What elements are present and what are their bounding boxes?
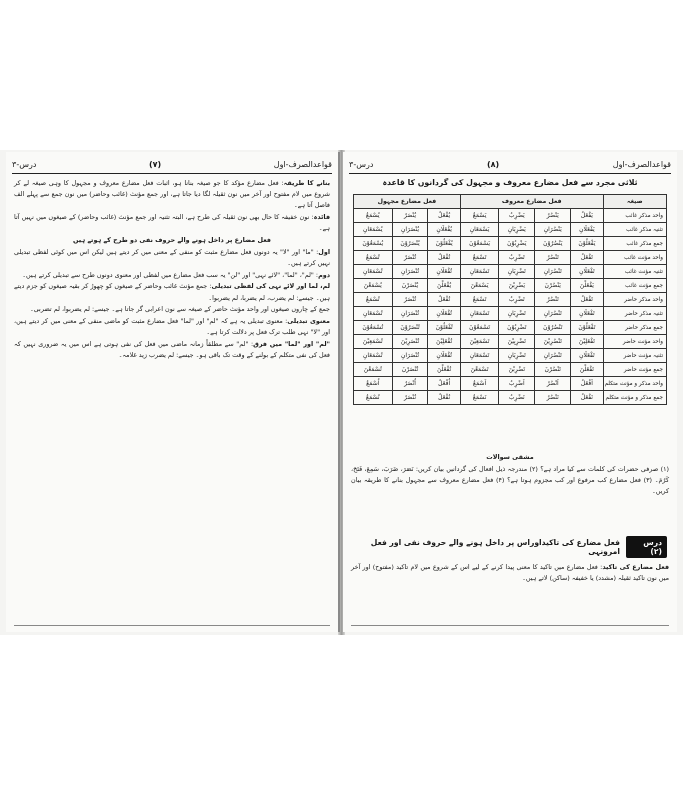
table-row bbox=[354, 279, 667, 293]
table-cell: تَسْمَعَانِ bbox=[460, 307, 498, 321]
paragraph-text: جمع مؤنث غائب وحاضر کے صیغوں کو چھوڑ کر بقیہ صیغوں کو جزم دیتے ہیں۔ جیسے: لم یضرب، لم یضربا، لم یضربوا۔ bbox=[14, 282, 330, 302]
table-cell: تُسْمَعُ bbox=[354, 293, 393, 307]
sigha-cell: واحد مذکر حاضر bbox=[603, 293, 666, 307]
table-cell: تَفْعَلِیْنَ bbox=[571, 335, 603, 349]
paragraph-text: "ما" اور "لا" یہ دونوں فعل مضارع مثبت کو منفی کے معنی میں کر دیتے ہیں لیکن اس میں کوئی لفظی تبدیلی نہیں کرتے ہیں۔ bbox=[14, 247, 330, 267]
table-cell: تَنْصُرْنَ bbox=[535, 363, 571, 377]
table-cell: یَفْعَلُوْنَ bbox=[571, 237, 603, 251]
page-number: (۷) bbox=[148, 160, 162, 169]
table-cell: یَسْمَعُ bbox=[460, 209, 498, 223]
table-cell: تُسْمَعِیْنَ bbox=[354, 335, 393, 349]
exercise-block bbox=[351, 452, 669, 498]
table-cell: یَفْعَلَانِ bbox=[571, 223, 603, 237]
paragraph: فائدہ: نون خفیفہ کا حال بھی نون ثقیلہ کی طرح ہے، البتہ تثنیہ اور جمع مؤنث (غائب وحاضر) کے صیغوں میں نہیں آتا ہے۔ bbox=[14, 213, 330, 233]
table-cell: تَسْمَعُوْنَ bbox=[460, 321, 498, 335]
table-cell: تُسْمَعُوْنَ bbox=[354, 321, 393, 335]
table-cell: یُنْصَرَانِ bbox=[392, 223, 428, 237]
table-row bbox=[354, 391, 667, 405]
paragraph-text: "لم"، "لما"، "لائے نہی" اور "لن" یہ سب فعل مضارع میں لفظی اور معنوی دونوں طرح سے تبدیلی کرتے ہیں۔ bbox=[22, 270, 314, 279]
table-row bbox=[354, 307, 667, 321]
table-cell: تَفْعَلُوْنَ bbox=[571, 321, 603, 335]
table-cell: یُسْمَعْنَ bbox=[354, 279, 393, 293]
book-title: قواعدالصرف-اول bbox=[612, 160, 671, 169]
table-cell: اُسْمَعُ bbox=[354, 377, 393, 391]
table-cell: تَنْصُرُوْنَ bbox=[535, 321, 571, 335]
sigha-cell: جمع مذکر غائب bbox=[603, 237, 666, 251]
table-cell: یُسْمَعَانِ bbox=[354, 223, 393, 237]
conjugation-table bbox=[353, 194, 667, 405]
right-page bbox=[343, 152, 677, 632]
table-cell: تَضْرِبُوْنَ bbox=[499, 321, 535, 335]
table-cell: تَنْصُرَانِ bbox=[535, 307, 571, 321]
table-cell: نَفْعَلُ bbox=[571, 391, 603, 405]
paragraph bbox=[14, 235, 330, 246]
table-cell: یُنْصَرْنَ bbox=[392, 279, 428, 293]
book-title: قواعدالصرف-اول bbox=[273, 160, 332, 169]
table-cell: یُفْعَلُ bbox=[428, 209, 460, 223]
table-cell: تَسْمَعُ bbox=[460, 251, 498, 265]
table-cell: یَفْعَلُ bbox=[571, 209, 603, 223]
table-cell: تُفْعَلُ bbox=[428, 293, 460, 307]
table-cell: یُسْمَعُ bbox=[354, 209, 393, 223]
table-cell: تُفْعَلُ bbox=[428, 251, 460, 265]
left-page-body bbox=[14, 178, 330, 362]
table-cell: تُسْمَعْنَ bbox=[354, 363, 393, 377]
paragraph-text: معنوی تبدیلی یہ ہے کہ "لم" اور "لما" فعل مضارع مثبت کو ماضی منفی کے معنی میں کر دیتے ہیں، اور "لا" نہی طلب ترک فعل پر دلالت کرتا ہے۔ bbox=[14, 316, 330, 337]
table-cell: تَضْرِبَانِ bbox=[499, 265, 535, 279]
paragraph-heading: بنانے کا طریقہ bbox=[283, 179, 331, 187]
table-row bbox=[354, 223, 667, 237]
sigha-cell: تثنیہ مذکر غائب bbox=[603, 223, 666, 237]
table-cell: تَضْرِبُ bbox=[499, 251, 535, 265]
table-cell: تُسْمَعَانِ bbox=[354, 307, 393, 321]
sigha-cell: جمع مذکر حاضر bbox=[603, 321, 666, 335]
table-row bbox=[354, 209, 667, 223]
lesson-banner bbox=[353, 538, 667, 556]
paragraph-text: فعل مضارع مؤکد کا جو صیغہ بنانا ہو، اثبات فعل مضارع معروف و مجہول کا وہی صیغہ لے کر شروع میں لام مفتوح اور آخر میں نون ثقیلہ لگا دیا جاتا ہے، اور جمع مؤنث (غائب وحاضر) میں نون جمع سے پہلے الف فاصل آتا ہے۔ bbox=[14, 179, 330, 210]
paragraph: بنانے کا طریقہ: فعل مضارع مؤکد کا جو صیغہ بنانا ہو، اثبات فعل مضارع معروف و مجہول کا وہی صیغہ لے کر شروع میں لام مفتوح اور آخر میں نون ثقیلہ لگا دیا جاتا ہے، اور جمع مؤنث (غائب وحاضر) میں نون جمع سے پہلے الف فاصل آتا ہے۔ bbox=[14, 179, 331, 210]
table-cell: تُنْصَرَانِ bbox=[392, 349, 428, 363]
table-cell: تَفْعَلَانِ bbox=[571, 265, 603, 279]
sigha-cell: واحد مؤنث حاضر bbox=[603, 335, 666, 349]
paragraph-text: فعل مضارع میں تاکید کا معنی پیدا کرنے کے لیے اس کے شروع میں لام تاکید (مفتوح) اور آخر میں نون تاکید ثقیلہ (مشدد) یا خفیفہ (ساکن) لاتے ہیں۔ bbox=[351, 563, 669, 583]
paragraph-heading: فائدہ bbox=[313, 213, 330, 222]
paragraph-text: "لم" سے مطلقاً زمانہ ماضی میں فعل کی نفی ہوتی ہے اس میں یہ ضروری نہیں کہ فعل کی نفی متکلم کے بولنے کے وقت تک باقی ہو۔ جیسے: لم یضرب زید غلامہ۔ bbox=[14, 339, 330, 360]
paragraph-heading: اول bbox=[318, 247, 331, 256]
lesson-title: فعل مضارع کی تاکیداوراس پر داخل ہونے والے حروف نفی اور فعل امرونہی bbox=[370, 538, 620, 556]
table-cell: تَنْصُرُ bbox=[535, 293, 571, 307]
table-cell: تَفْعَلَانِ bbox=[571, 349, 603, 363]
table-cell: تُنْصَرْنَ bbox=[392, 363, 428, 377]
table-cell: تُفْعَلَانِ bbox=[428, 265, 460, 279]
paragraph: اول: "ما" اور "لا" یہ دونوں فعل مضارع مثبت کو منفی کے معنی میں کر دیتے ہیں لیکن اس میں کوئی لفظی تبدیلی نہیں کرتے ہیں۔ bbox=[14, 247, 331, 267]
table-cell: تُفْعَلُوْنَ bbox=[428, 321, 460, 335]
sigha-cell: تثنیہ مؤنث حاضر bbox=[603, 349, 666, 363]
final-paragraph: فعل مضارع کی تاکید: فعل مضارع میں تاکید کا معنی پیدا کرنے کے لیے اس کے شروع میں لام تاکید (مفتوح) اور آخر میں نون تاکید ثقیلہ (مشدد) یا خفیفہ (ساکن) لاتے ہیں۔ bbox=[351, 563, 669, 583]
table-cell: یَضْرِبَانِ bbox=[499, 223, 535, 237]
footer-rule bbox=[351, 625, 669, 626]
table-cell: یَضْرِبُ bbox=[499, 209, 535, 223]
table-cell: اَسْمَعُ bbox=[460, 377, 498, 391]
paragraph: معنوی تبدیلی: معنوی تبدیلی یہ ہے کہ "لم" اور "لما" فعل مضارع مثبت کو ماضی منفی کے معنی میں کر دیتے ہیں، اور "لا" نہی طلب ترک فعل پر دلالت کرتا ہے۔ bbox=[14, 316, 330, 337]
table-row bbox=[354, 377, 667, 391]
table-cell: یَضْرِبْنَ bbox=[499, 279, 535, 293]
paragraph-text: نون خفیفہ کا حال بھی نون ثقیلہ کی طرح ہے، البتہ تثنیہ اور جمع مؤنث (غائب وحاضر) کے صیغوں میں نہیں آتا ہے۔ bbox=[14, 213, 330, 233]
paragraph bbox=[14, 304, 330, 315]
table-cell: یَنْصُرُوْنَ bbox=[535, 237, 571, 251]
table-cell: تَضْرِبِیْنَ bbox=[499, 335, 535, 349]
table-row bbox=[354, 321, 667, 335]
table-cell: یُنْصَرُوْنَ bbox=[392, 237, 428, 251]
footer-rule bbox=[14, 625, 330, 626]
table-cell: تُنْصَرَانِ bbox=[392, 307, 428, 321]
table-cell: یَسْمَعَانِ bbox=[460, 223, 498, 237]
table-cell: یَفْعَلْنَ bbox=[571, 279, 603, 293]
table-cell: یُنْصَرُ bbox=[392, 209, 428, 223]
table-cell: نُنْصَرُ bbox=[392, 391, 428, 405]
table-cell: تَسْمَعَانِ bbox=[460, 349, 498, 363]
left-page-header bbox=[12, 156, 332, 174]
table-cell: یَنْصُرَانِ bbox=[535, 223, 571, 237]
table-cell: اَفْعَلُ bbox=[571, 377, 603, 391]
section-heading: فعل مضارع پر داخل ہونے والے حروف نفی دو طرح کے ہوتے ہیں bbox=[72, 236, 271, 245]
table-cell: نَسْمَعُ bbox=[460, 391, 498, 405]
paragraph-heading: لم، لما اور لائے نہی کی لفظی تبدیلی bbox=[211, 282, 331, 291]
book-spread bbox=[0, 150, 683, 635]
table-cell: یَنْصُرْنَ bbox=[535, 279, 571, 293]
lesson-label: درس-۳ bbox=[12, 160, 37, 169]
lesson-tag: درس (۲) bbox=[626, 536, 667, 558]
paragraph-heading: دوم bbox=[318, 270, 330, 279]
exercise-heading: مشقی سوالات bbox=[486, 453, 534, 461]
table-cell: یُسْمَعُوْنَ bbox=[354, 237, 393, 251]
table-cell: یُفْعَلْنَ bbox=[428, 279, 460, 293]
sigha-cell: واحد مؤنث غائب bbox=[603, 251, 666, 265]
table-cell: اُنْصَرُ bbox=[392, 377, 428, 391]
left-page bbox=[6, 152, 340, 632]
table-cell: یُفْعَلُوْنَ bbox=[428, 237, 460, 251]
sigha-cell: تثنیہ مذکر حاضر bbox=[603, 307, 666, 321]
table-cell: اَضْرِبُ bbox=[499, 377, 535, 391]
right-page-header bbox=[349, 156, 671, 174]
table-body bbox=[354, 209, 667, 405]
sigha-cell: جمع مؤنث حاضر bbox=[603, 363, 666, 377]
table-cell: یَسْمَعُوْنَ bbox=[460, 237, 498, 251]
sigha-cell: واحد مذکر غائب bbox=[603, 209, 666, 223]
table-cell: تُنْصَرُوْنَ bbox=[392, 321, 428, 335]
table-cell: تَفْعَلُ bbox=[571, 251, 603, 265]
table-cell: تَضْرِبَانِ bbox=[499, 307, 535, 321]
table-cell: تُنْصَرُ bbox=[392, 293, 428, 307]
table-cell: تَسْمَعُ bbox=[460, 293, 498, 307]
table-cell: تَفْعَلَانِ bbox=[571, 307, 603, 321]
paragraph: لم، لما اور لائے نہی کی لفظی تبدیلی: جمع مؤنث غائب وحاضر کے صیغوں کو چھوڑ کر بقیہ صیغوں کو جزم دیتے ہیں۔ جیسے: لم یضرب، لم یضربا، لم یضربوا۔ bbox=[14, 282, 331, 302]
header-maroof: فعل مضارع معروف bbox=[460, 195, 603, 209]
paragraph-heading: فعل مضارع کی تاکید bbox=[602, 563, 669, 571]
table-cell: تَفْعَلُ bbox=[571, 293, 603, 307]
table-row bbox=[354, 237, 667, 251]
table-cell: اَنْصُرُ bbox=[535, 377, 571, 391]
table-cell: تَفْعَلْنَ bbox=[571, 363, 603, 377]
table-row bbox=[354, 335, 667, 349]
table-cell: تُفْعَلِیْنَ bbox=[428, 335, 460, 349]
header-sigha: صیغہ bbox=[603, 195, 666, 209]
table-cell: تُفْعَلَانِ bbox=[428, 349, 460, 363]
table-cell: نَضْرِبُ bbox=[499, 391, 535, 405]
table-cell: تَنْصُرُ bbox=[535, 251, 571, 265]
table-row bbox=[354, 349, 667, 363]
table-cell: تُنْصَرُ bbox=[392, 251, 428, 265]
sigha-cell: تثنیہ مؤنث غائب bbox=[603, 265, 666, 279]
table-cell: تُفْعَلَانِ bbox=[428, 307, 460, 321]
table-cell: یُفْعَلَانِ bbox=[428, 223, 460, 237]
page-number: (۸) bbox=[486, 160, 500, 169]
table-header-row bbox=[354, 195, 667, 209]
table-row bbox=[354, 293, 667, 307]
table-row bbox=[354, 251, 667, 265]
table-cell: تُسْمَعَانِ bbox=[354, 265, 393, 279]
table-cell: تُنْصَرِیْنَ bbox=[392, 335, 428, 349]
table-row bbox=[354, 265, 667, 279]
table-cell: تُنْصَرَانِ bbox=[392, 265, 428, 279]
paragraph-heading: "لم" اور "لما" میں فرق bbox=[253, 339, 330, 348]
table-cell: تَسْمَعِیْنَ bbox=[460, 335, 498, 349]
table-cell: تُفْعَلْنَ bbox=[428, 363, 460, 377]
sigha-cell: جمع مذکر و مؤنث متکلم bbox=[603, 391, 666, 405]
table-cell: تُسْمَعَانِ bbox=[354, 349, 393, 363]
sigha-cell: جمع مؤنث غائب bbox=[603, 279, 666, 293]
table-cell: تَسْمَعَانِ bbox=[460, 265, 498, 279]
table-cell: نَنْصُرُ bbox=[535, 391, 571, 405]
lesson-label: درس-۳ bbox=[349, 160, 374, 169]
table-row bbox=[354, 363, 667, 377]
table-cell: اُفْعَلُ bbox=[428, 377, 460, 391]
sigha-cell: واحد مذکر و مؤنث متکلم bbox=[603, 377, 666, 391]
table-cell: یَنْصُرُ bbox=[535, 209, 571, 223]
table-cell: یَضْرِبُوْنَ bbox=[499, 237, 535, 251]
table-cell: تُسْمَعُ bbox=[354, 251, 393, 265]
header-majhool: فعل مضارع مجہول bbox=[354, 195, 461, 209]
exercise-text: (۱) صرفی حضرات کی کلمات سے کیا مراد ہے؟ (۲) مندرجہ ذیل افعال کی گردانیں بیان کریں: نَصَرَ، ضَرَبَ، سَمِعَ، فَتَحَ، کَرُمَ۔ (۳) فعل مضارع کب مرفوع اور کب مجزوم ہوتا ہے؟ (۴) فعل مضارع معروف سے مجہول بنانے کا طریقہ بیان کریں۔ bbox=[351, 464, 670, 496]
table-cell: تَنْصُرِیْنَ bbox=[535, 335, 571, 349]
paragraph-heading: معنوی تبدیلی bbox=[287, 316, 330, 325]
page-title: ثلاثی مجرد سے فعل مضارع معروف و مجہول کی گردانوں کا قاعدہ bbox=[382, 178, 638, 187]
table-cell: نُسْمَعُ bbox=[354, 391, 393, 405]
paragraph-text: جمع کے چاروں صیغوں اور واحد مؤنث حاضر کے صیغہ سے نون اعرابی گر جاتا ہے۔ جیسے: لم یضربوا، لم تضربی۔ bbox=[29, 305, 330, 314]
paragraph: "لم" اور "لما" میں فرق: "لم" سے مطلقاً زمانہ ماضی میں فعل کی نفی ہوتی ہے اس میں یہ ضروری نہیں کہ فعل کی نفی متکلم کے بولنے کے وقت تک باقی ہو۔ جیسے: لم یضرب زید غلامہ۔ bbox=[14, 339, 330, 360]
table-cell: تَنْصُرَانِ bbox=[535, 265, 571, 279]
table-cell: نُفْعَلُ bbox=[428, 391, 460, 405]
paragraph: دوم: "لم"، "لما"، "لائے نہی" اور "لن" یہ سب فعل مضارع میں لفظی اور معنوی دونوں طرح سے تبدیلی کرتے ہیں۔ bbox=[22, 270, 330, 279]
table-cell: تَضْرِبُ bbox=[499, 293, 535, 307]
table-cell: تَضْرِبْنَ bbox=[499, 363, 535, 377]
table-cell: یَسْمَعْنَ bbox=[460, 279, 498, 293]
table-cell: تَضْرِبَانِ bbox=[499, 349, 535, 363]
table-cell: تَنْصُرَانِ bbox=[535, 349, 571, 363]
table-cell: تَسْمَعْنَ bbox=[460, 363, 498, 377]
